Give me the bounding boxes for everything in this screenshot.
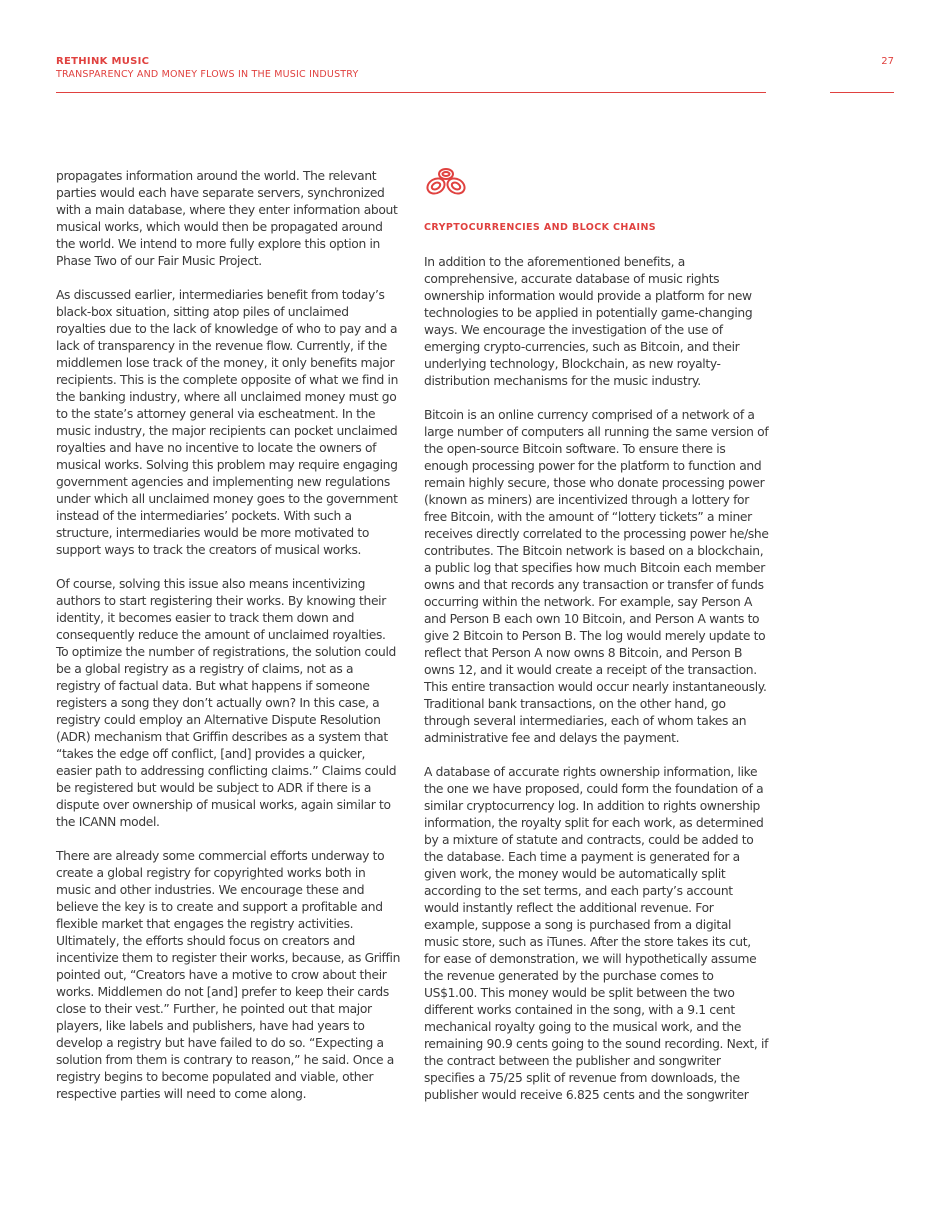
page-number: 27 — [881, 56, 894, 67]
body-paragraph: A database of accurate rights ownership information, like the one we have proposed, could form the foundation of a similar cryptocurrency log. In addition to rights ownership information, the royalty split for each work, as determined by a mixture of statute and contracts, could be added to the database. Each time a payment is generated for a given work, the money would be automatically split according to the set terms, and each party’s account would instantly reflect the additional revenue. For example, suppose a song is purchased from a digital music store, such as iTunes. After the store takes its cut, for ease of demonstration, we will hypothetically assume the revenue generated by the purchase comes to US$1.00. This money would be split between the two different works contained in the song, with a 9.1 cent mechanical royalty going to the musical work, and the remaining 90.9 cents going to the sound recording. Next, if the contract between the publisher and songwriter specifies a 75/25 split of revenue from downloads, the publisher would receive 6.825 cents and the songwriter — [424, 765, 769, 1102]
left-column — [56, 168, 401, 1120]
body-paragraph: Of course, solving this issue also means incentivizing authors to start registering their works. By knowing their identity, it becomes easier to track them down and consequently reduce the amount of unclaimed royalties. To optimize the number of registrations, the solution could be a global registry as a registry of claims, not as a registry of factual data. But what happens if someone registers a song they don’t actually own? In this case, a registry could employ an Alternative Dispute Resolution (ADR) mechanism that Griffin describes as a system that “takes the edge off conflict, [and] provides a quicker, easier path to addressing conflicting claims.” Claims could be registered but would be subject to ADR if there is a dispute over ownership of musical works, again similar to the ICANN model. — [56, 577, 397, 829]
brand-title: RETHINK MUSIC — [56, 56, 150, 67]
chain-links-icon — [424, 166, 468, 198]
body-paragraph: There are already some commercial efforts underway to create a global registry for copyrighted works both in music and other industries. We encourage these and believe the key is to create and support a profitable and flexible market that engages the registry activities. Ultimately, the efforts should focus on creators and incentivize them to register their works, because, as Griffin pointed out, “Creators have a motive to crow about their works. Middlemen do not [and] prefer to keep their cards close to their vest.” Further, he pointed out that major players, like labels and publishers, have had years to develop a registry but have failed to do so. “Expecting a solution from them is contrary to reason,” he said. Once a registry begins to become populated and viable, other respective parties will need to come along. — [56, 849, 401, 1101]
right-column — [424, 254, 769, 1121]
header-rule — [56, 92, 766, 93]
body-paragraph: propagates information around the world. The relevant parties would each have separate servers, synchronized with a main database, where they enter information about musical works, which would then be propagated around the world. We intend to more fully explore this option in Phase Two of our Fair Music Project. — [56, 169, 398, 268]
body-paragraph: Bitcoin is an online currency comprised of a network of a large number of computers all running the same version of the open-source Bitcoin software. To ensure there is enough processing power for the platform to function and remain highly secure, those who donate processing power (known as miners) are incentivized through a lottery for free Bitcoin, with the amount of “lottery tickets” a miner receives directly correlated to the processing power he/she contributes. The Bitcoin network is based on a blockchain, a public log that specifies how much Bitcoin each member owns and that records any transaction or transfer of funds occurring within the network. For example, say Person A and Person B each own 10 Bitcoin, and Person A wants to give 2 Bitcoin to Person B. The log would merely update to reflect that Person A now owns 8 Bitcoin, and Person B owns 12, and it would create a receipt of the transaction. This entire transaction would occur nearly instantaneously. Traditional bank transactions, on the other hand, go through several intermediaries, each of whom takes an administrative fee and delays the payment. — [424, 408, 769, 745]
running-header — [56, 56, 359, 82]
section-heading: CRYPTOCURRENCIES AND BLOCK CHAINS — [424, 222, 657, 233]
document-subtitle: TRANSPARENCY AND MONEY FLOWS IN THE MUSIC INDUSTRY — [56, 69, 359, 80]
body-paragraph: In addition to the aforementioned benefits, a comprehensive, accurate database of music rights ownership information would provide a platform for new technologies to be applied in potentially game-changing ways. We encourage the investigation of the use of emerging crypto-currencies, such as Bitcoin, and their underlying technology, Blockchain, as new royalty-distribution mechanisms for the music industry. — [424, 255, 753, 388]
page-number-rule — [830, 92, 894, 93]
body-paragraph: As discussed earlier, intermediaries benefit from today’s black-box situation, sitting atop piles of unclaimed royalties due to the lack of knowledge of who to pay and a lack of transparency in the revenue flow. Currently, if the middlemen lose track of the money, it only benefits major recipients. This is the complete opposite of what we find in the banking industry, where all unclaimed money must go to the state’s attorney general via escheatment. In the music industry, the major recipients can pocket unclaimed royalties and have no incentive to locate the owners of musical works. Solving this problem may require engaging government agencies and implementing new regulations under which all unclaimed money goes to the government instead of the intermediaries’ pockets. With such a structure, intermediaries would be more motivated to support ways to track the creators of musical works. — [56, 288, 399, 557]
